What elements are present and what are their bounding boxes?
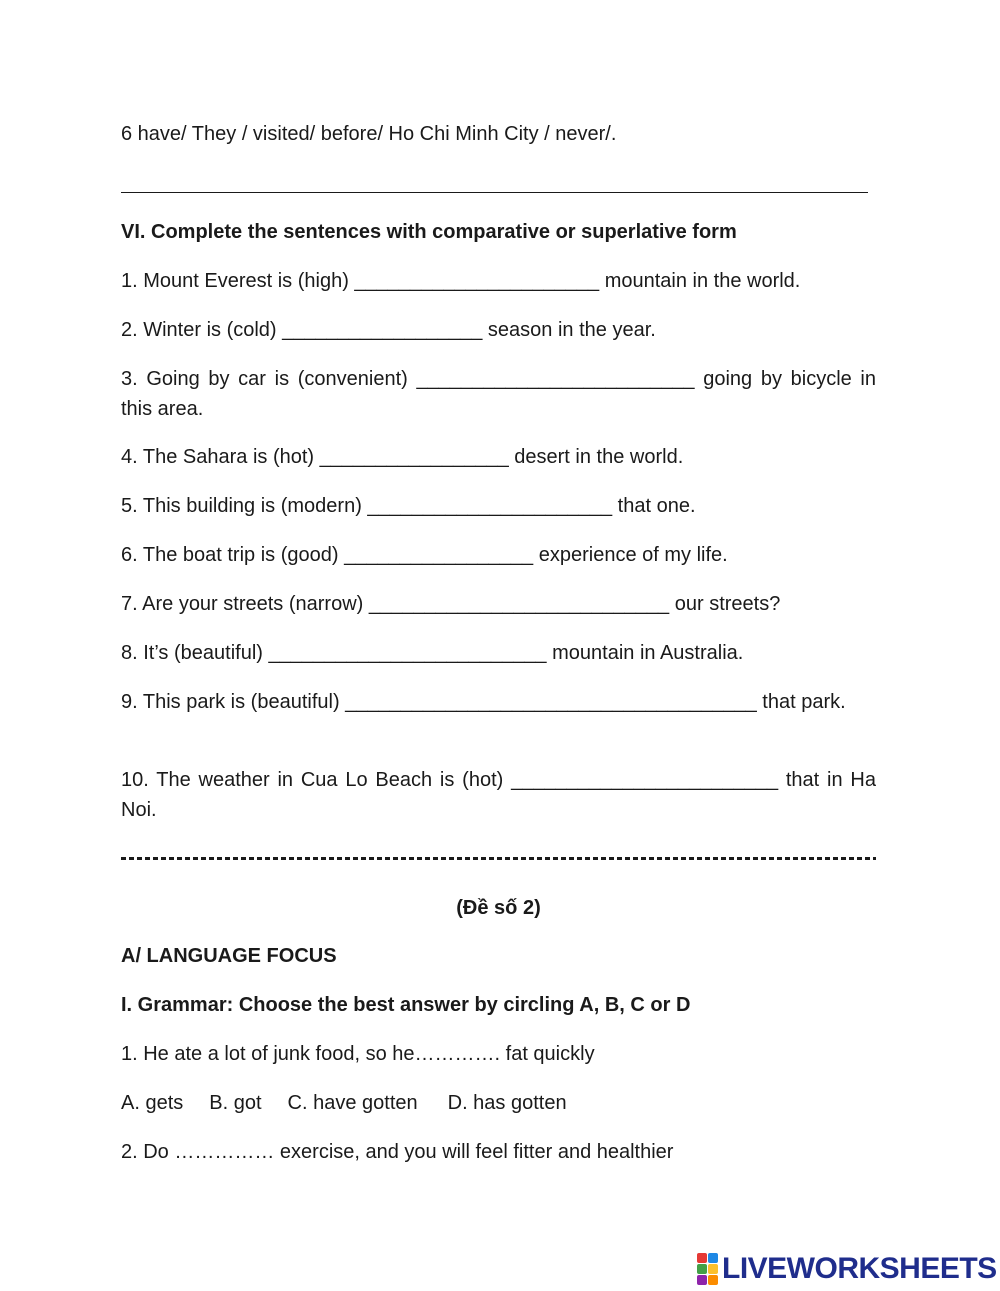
question-4: 4. The Sahara is (hot) _________________ desert in the world.	[121, 446, 684, 468]
option-d[interactable]: D. has gotten	[447, 1092, 567, 1114]
grammar-question-1: 1. He ate a lot of junk food, so he…………. fat quickly	[121, 1043, 595, 1065]
question-5: 5. This building is (modern) ______________________ that one.	[121, 495, 696, 517]
logo-text: LIVEWORKSHEETS	[722, 1252, 997, 1285]
question-1-options	[121, 1089, 876, 1119]
grammar-question-2: 2. Do …………… exercise, and you will feel fitter and healthier	[121, 1141, 674, 1163]
exam-heading: (Đề số 2)	[456, 897, 541, 919]
option-b[interactable]: B. got	[209, 1092, 262, 1114]
section-title: VI. Complete the sentences with comparative or superlative form	[121, 221, 737, 243]
question-2: 2. Winter is (cold) __________________ season in the year.	[121, 319, 656, 341]
logo-blocks-icon	[697, 1253, 718, 1285]
option-a[interactable]: A. gets	[121, 1092, 184, 1114]
liveworksheets-logo	[697, 1253, 997, 1285]
question-1: 1. Mount Everest is (high) ______________________ mountain in the world.	[121, 270, 801, 292]
grammar-title: I. Grammar: Choose the best answer by circling A, B, C or D	[121, 994, 691, 1016]
question-7: 7. Are your streets (narrow) ___________________________ our streets?	[121, 593, 781, 615]
question-8: 8. It’s (beautiful) _________________________ mountain in Australia.	[121, 642, 744, 664]
question-3: 3. Going by car is (convenient) _________________________ going by bicycle in this area.	[121, 368, 876, 420]
part-title: A/ LANGUAGE FOCUS	[121, 945, 337, 967]
answer-line	[121, 192, 868, 193]
question-9: 9. This park is (beautiful) _____________________________________ that park.	[121, 691, 846, 713]
question-10: 10. The weather in Cua Lo Beach is (hot) ________________________ that in Ha Noi.	[121, 769, 876, 821]
dashed-divider	[121, 857, 876, 860]
question-6: 6. The boat trip is (good) _________________ experience of my life.	[121, 544, 728, 566]
exercise-sentence-6: 6 have/ They / visited/ before/ Ho Chi Minh City / never/.	[121, 123, 617, 145]
option-c[interactable]: C. have gotten	[287, 1092, 418, 1114]
